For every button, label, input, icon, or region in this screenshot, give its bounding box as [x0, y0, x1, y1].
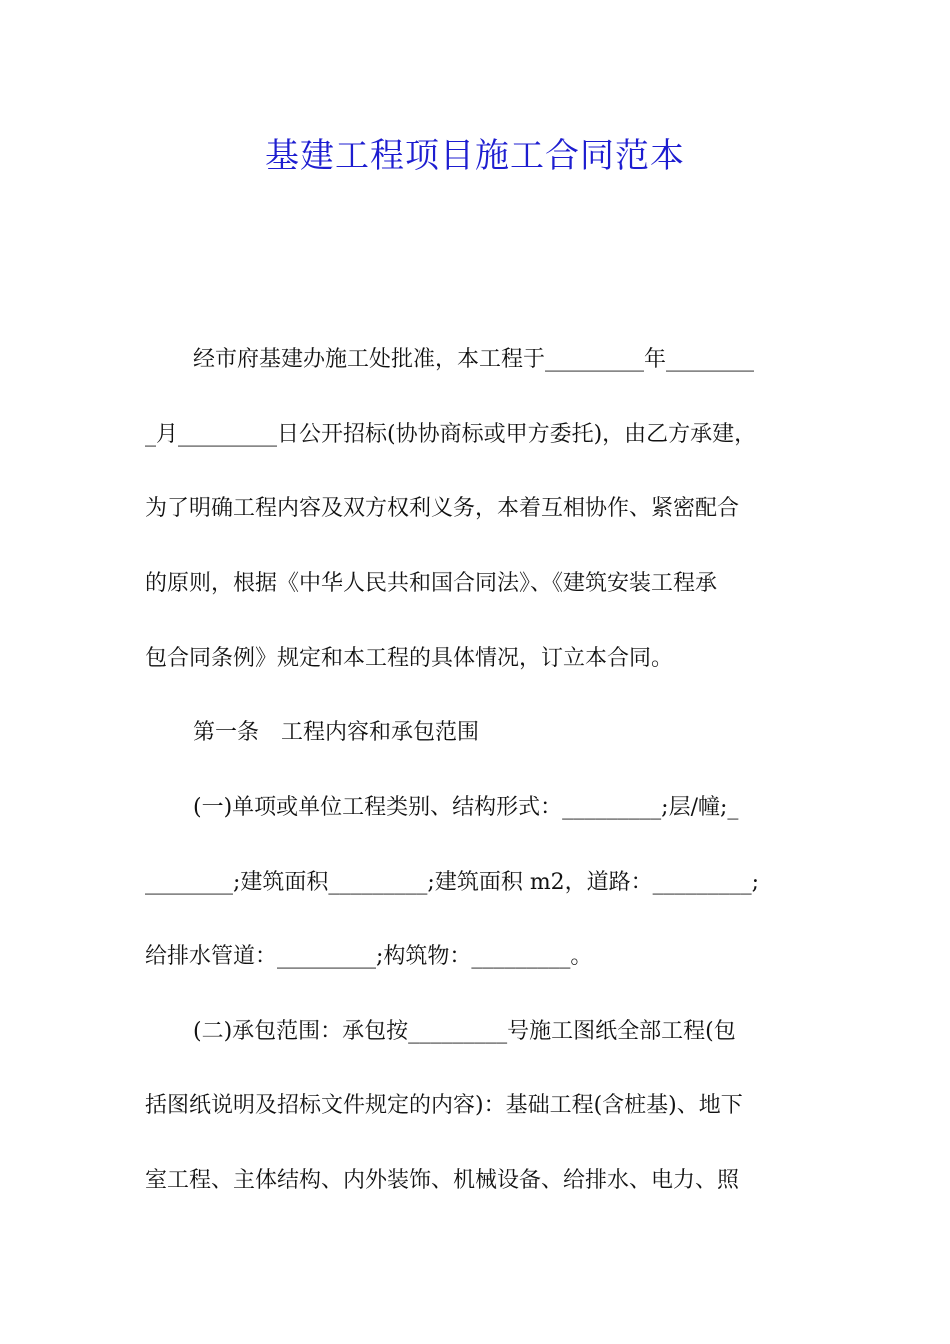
paragraph-line: _月_________日公开招标(协协商标或甲方委托)，由乙方承建， [145, 422, 757, 447]
paragraph-line: 室工程、主体结构、内外装饰、机械设备、给排水、电力、照 [145, 1168, 740, 1193]
paragraph-line: 包合同条例》规定和本工程的具体情况，订立本合同。 [145, 646, 674, 671]
paragraph-line: (一)单项或单位工程类别、结构形式：_________;层/幢;_ [193, 795, 739, 820]
paragraph-line: 经市府基建办施工处批准，本工程于_________年________ [193, 347, 755, 372]
paragraph-line: 的原则，根据《中华人民共和国合同法》、《建筑安装工程承 [145, 571, 718, 596]
paragraph-line: 给排水管道：_________;构筑物：_________。 [145, 944, 593, 969]
document-title: 基建工程项目施工合同范本 [265, 136, 685, 176]
paragraph-line: 括图纸说明及招标文件规定的内容)：基础工程(含桩基)、地下 [145, 1093, 743, 1118]
paragraph-line: ________;建筑面积_________;建筑面积 m2，道路：_________; [145, 870, 760, 895]
paragraph-line: (二)承包范围：承包按_________号施工图纸全部工程(包 [193, 1019, 736, 1044]
article-heading: 第一条 工程内容和承包范围 [193, 720, 480, 745]
paragraph-line: 为了明确工程内容及双方权利义务，本着互相协作、紧密配合 [145, 496, 740, 521]
